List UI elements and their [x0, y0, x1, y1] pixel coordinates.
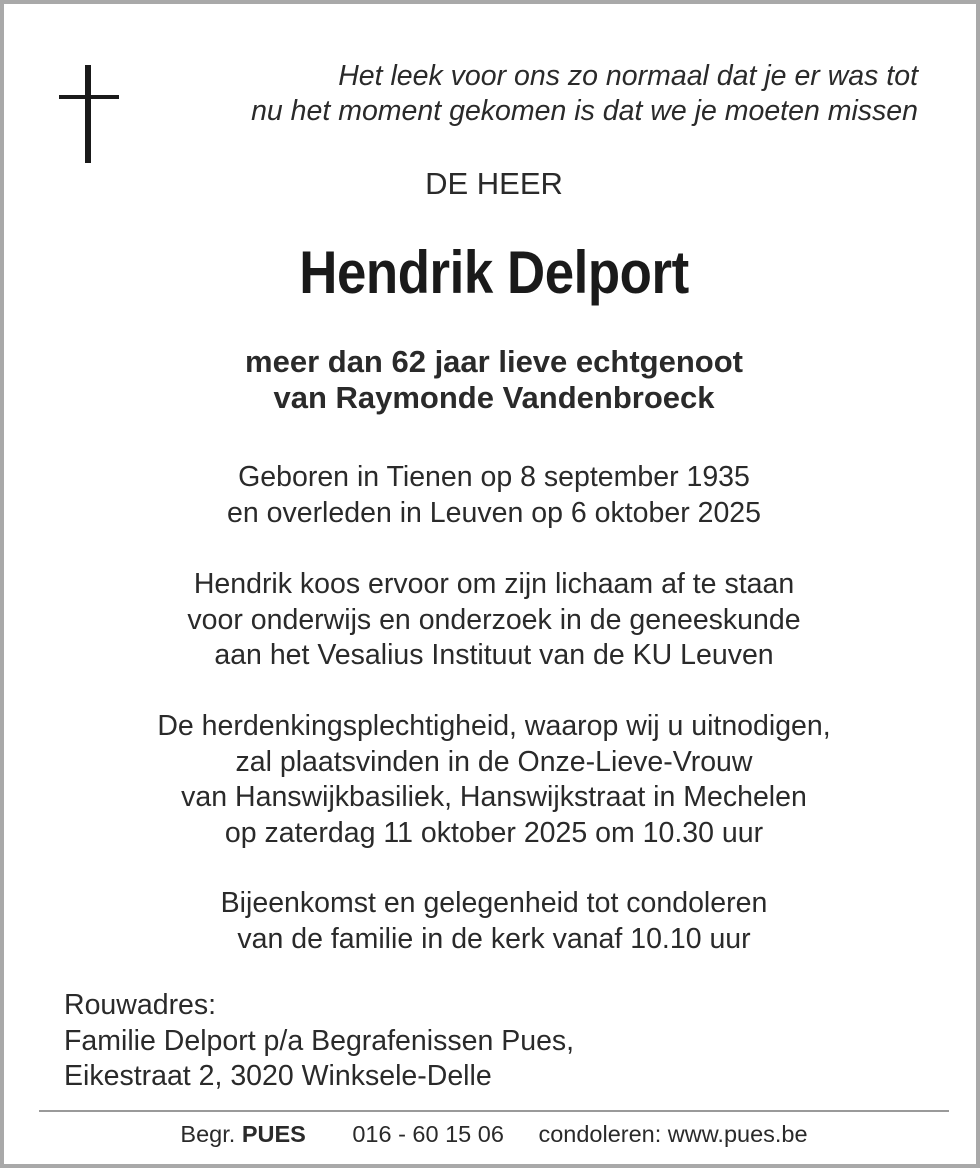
paragraph-line: van de familie in de kerk vanaf 10.10 uur — [237, 922, 751, 955]
paragraph-line: voor onderwijs en onderzoek in de geneeskunde — [187, 603, 801, 636]
mourning-address — [64, 988, 574, 1095]
donation-paragraph — [4, 567, 980, 674]
condolence-link[interactable]: condoleren: www.pues.be — [538, 1121, 808, 1147]
funeral-home-phone: 016 - 60 15 06 — [352, 1121, 504, 1147]
address-line: Familie Delport p/a Begrafenissen Pues, — [64, 1024, 575, 1057]
funeral-home-name: PUES — [241, 1121, 306, 1147]
subtitle-line: van Raymonde Vandenbroeck — [273, 380, 715, 415]
quote-line: nu het moment gekomen is dat we je moeten missen — [251, 95, 918, 127]
footer-begr-prefix: Begr. — [180, 1121, 236, 1147]
subtitle-line: meer dan 62 jaar lieve echtgenoot — [245, 344, 743, 379]
deceased-name: Hendrik Delport — [299, 239, 689, 306]
paragraph-line: De herdenkingsplechtigheid, waarop wij u uitnodigen, — [157, 710, 831, 742]
address-label: Rouwadres: — [64, 989, 217, 1021]
paragraph-line: aan het Vesalius Instituut van de KU Leuven — [214, 639, 774, 671]
funeral-home-footer — [4, 1118, 980, 1150]
paragraph-line: Geboren in Tienen op 8 september 1935 — [238, 461, 750, 493]
paragraph-line: op zaterdag 11 oktober 2025 om 10.30 uur — [224, 816, 764, 849]
opening-quote — [251, 59, 918, 129]
footer-divider — [39, 1110, 949, 1112]
spouse-description — [4, 344, 980, 416]
title-prefix: DE HEER — [425, 166, 563, 201]
ceremony-paragraph — [4, 709, 980, 851]
paragraph-line: Bijeenkomst en gelegenheid tot condoleren — [220, 887, 768, 919]
gathering-paragraph — [4, 886, 980, 957]
paragraph-line: en overleden in Leuven op 6 oktober 2025 — [227, 496, 761, 529]
paragraph-line: zal plaatsvinden in de Onze-Lieve-Vrouw — [235, 745, 753, 778]
paragraph-line: Hendrik koos ervoor om zijn lichaam af te staan — [193, 568, 795, 600]
address-line: Eikestraat 2, 3020 Winksele-Delle — [64, 1060, 492, 1092]
cross-icon — [59, 65, 119, 163]
paragraph-line: van Hanswijkbasiliek, Hanswijkstraat in Mechelen — [181, 781, 807, 813]
quote-line: Het leek voor ons zo normaal dat je er was tot — [338, 60, 918, 92]
birth-death-paragraph — [4, 460, 980, 531]
